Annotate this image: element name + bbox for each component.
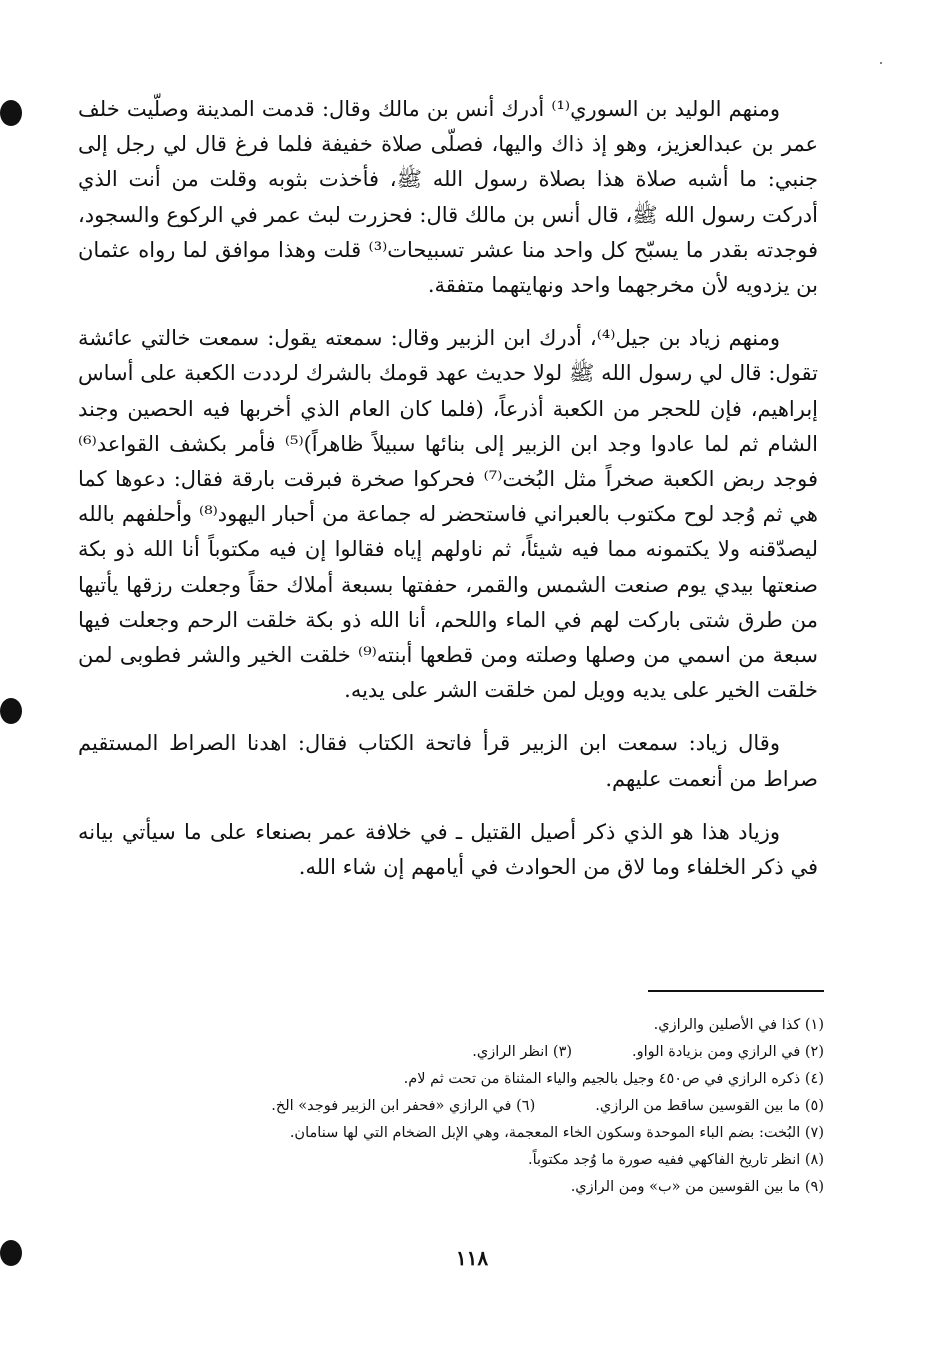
main-text [78, 92, 818, 903]
footnote-separator [648, 990, 824, 992]
binding-hole-top [0, 100, 22, 126]
paragraph-fatiha: وقال زياد: سمعت ابن الزبير قرأ فاتحة الكتاب فقال: اهدنا الصراط المستقيم صراط من أنعمت عليهم. [78, 731, 818, 791]
scan-speck [880, 62, 882, 64]
footnote-row-5-6 [150, 1093, 824, 1120]
footnote-9: (٩) ما بين القوسين من «ب» ومن الرازي. [570, 1179, 824, 1195]
footnotes [150, 1012, 824, 1201]
paragraph-walid: ومنهم الوليد بن السوري⁽¹⁾ أدرك أنس بن مالك وقال: قدمت المدينة وصلّيت خلف عمر بن عبدالعزيز، وهو إذ ذاك واليها، فصلّى صلاة خفيفة فلما فرغ قال لي رجل إلى جنبي: ما أشبه صلاة هذا بصلاة رسول الله ﷺ، فأخذت بثوبه وقلت من أنت الذي أدركت رسول الله ﷺ، قال أنس بن مالك قال: فحزرت لبث عمر في الركوع والسجود، فوجدته بقدر ما يسبّح كل واحد منا عشر تسبيحات⁽³⁾ قلت وهذا موافق لما رواه عثمان بن يزدويه لأن مخرجهما واحد ونهايتهما متفقة. [78, 97, 818, 298]
page-number: ١١٨ [455, 1246, 489, 1270]
paragraph-ziyad: ومنهم زياد بن جيل⁽⁴⁾، أدرك ابن الزبير وقال: سمعته يقول: سمعت خالتي عائشة تقول: قال لي رسول الله ﷺ لولا حديث عهد قومك بالشرك لرددت الكعبة على أساس إبراهيم، فإن للحجر من الكعبة أذرعاً، (فلما كان العام الذي أخربها فيه الحصين وجند الشام ثم لما عادوا وجد ابن الزبير إلى بنائها سبيلاً ظاهراً)⁽⁵⁾ فأمر بكشف القواعد⁽⁶⁾ فوجد ربض الكعبة صخراً مثل البُخت⁽⁷⁾ فحركوا صخرة فبرقت بارقة فقال: دعوها كما هي ثم وُجد لوح مكتوب بالعبراني فاستحضر له جماعة من أحبار اليهود⁽⁸⁾ وأحلفهم بالله ليصدّقنه ولا يكتمونه مما فيه شيئاً، ثم ناولهم إياه فقالوا إن فيه مكتوباً أنا الله ذو بكة صنعتها بيدي يوم صنعت الشمس والقمر، حففتها بسبعة أملاك حقاً وجعلت رزقها يأتيها من طرق شتى باركت لهم في الماء واللحم، أنا الله ذو بكة خلقت الرحم وجعلت فيها سبعة من اسمي من وصلها وصلته ومن قطعها أبنته⁽⁹⁾ خلقت الخير والشر فطوبى لمن خلقت الخير على يديه وويل لمن خلقت الشر على يديه. [78, 326, 819, 703]
footnote-7: (٧) البُخت: بضم الباء الموحدة وسكون الخاء المعجمة، وهي الإبل الضخام التي لها سنامان. [289, 1125, 824, 1141]
footnote-3: (٣) انظر الرازي. [472, 1044, 573, 1060]
footnote-1: (١) كذا في الأصلين والرازي. [653, 1017, 824, 1033]
footnote-row-2-3 [150, 1039, 824, 1066]
footnote-4: (٤) ذكره الرازي في ص٤٥٠ وجيل بالجيم والياء المثناة من تحت ثم لام. [403, 1071, 824, 1087]
paragraph-asil: وزياد هذا هو الذي ذكر أصيل القتيل ـ في خلافة عمر بصنعاء على ما سيأتي بيانه في ذكر الخلفاء وما لاق من الحوادث في أيامهم إن شاء الله. [78, 819, 818, 880]
footnote-8: (٨) انظر تاريخ الفاكهي ففيه صورة ما وُجد مكتوباً. [528, 1152, 824, 1168]
footnote-6: (٦) في الرازي «فحفر ابن الزبير فوجد» الخ. [271, 1098, 536, 1114]
footnote-5: (٥) ما بين القوسين ساقط من الرازي. [595, 1098, 824, 1114]
footnote-2: (٢) في الرازي ومن بزيادة الواو. [632, 1044, 824, 1060]
binding-hole-middle [0, 698, 22, 724]
